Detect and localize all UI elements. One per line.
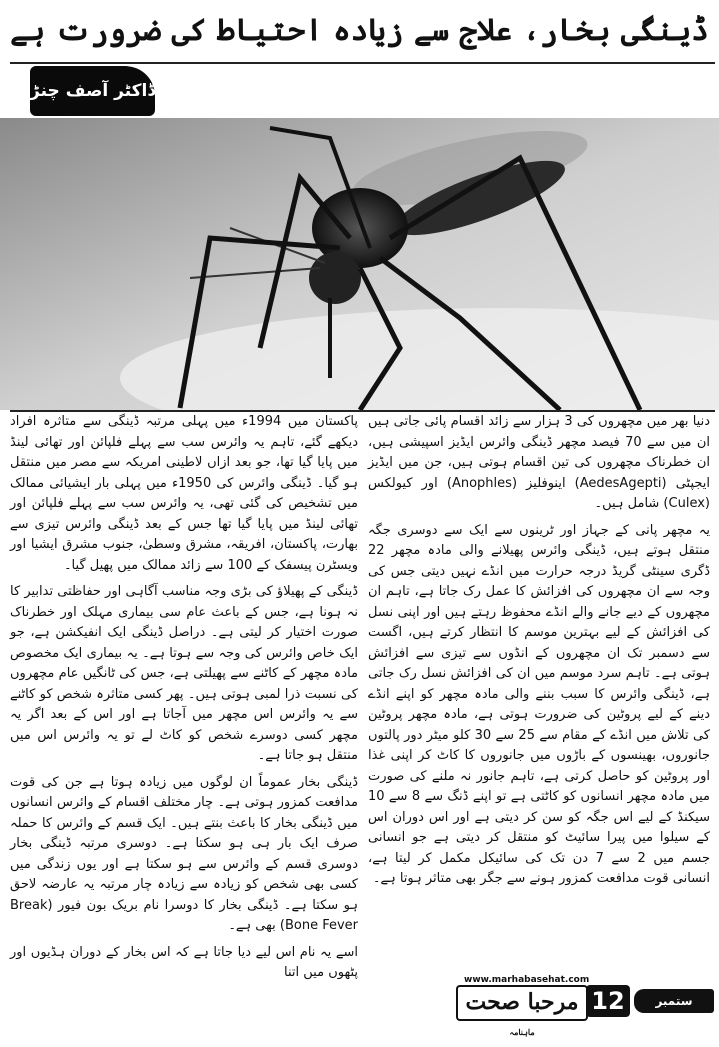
paragraph: اسے یہ نام اس لیے دیا جاتا ہے کہ اس بخار کے دوران ہڈیوں اور پٹھوں میں اتنا xyxy=(10,944,358,980)
mosquito-photo xyxy=(0,118,719,410)
paragraph: ڈینگی کے پھیلاؤ کی بڑی وجہ مناسب آگاہی اور حفاظتی تدابیر کا نہ ہونا ہے، جس کے باعث عام سی بیماری مہلک اور خطرناک صورت اختیار کر لیتی ہے۔ دراصل ڈینگی ایک انفیکشن ہے، جو ایک خاص وائرس کی وجہ سے ہوتا ہے۔ یہ بیماری ایک مخصوص مادہ مچھر کے کاٹنے سے پھیلتی ہے، جس کی ٹانگیں عام مچھروں کی نسبت ذرا لمبی ہوتی ہیں۔ پھر کسی متاثرہ شخص کو کاٹنے سے یہ وائرس اس مچھر میں آجاتا ہے اور اس کے بعد اگر یہ مچھر کسی دوسرے شخص کو کاٹ لے تو یہ وائرس اس میں منتقل ہو جاتا ہے۔ xyxy=(10,584,358,763)
website-url: www.marhabasehat.com xyxy=(464,975,590,985)
author-bar xyxy=(0,62,719,120)
paragraph: ڈینگی بخار عموماً ان لوگوں میں زیادہ ہوتا ہے جن کی قوت مدافعت کمزور ہوتی ہے۔ چار مختلف اقسام کے وائرس انسانوں میں ڈینگی بخار کا باعث بنتے ہیں۔ ایک قسم کے وائرس کا حملہ صرف ایک بار ہی ہو سکتا ہے۔ دوسری مرتبہ ڈینگی بخار دوسری قسم کے وائرس سے ہو سکتا ہے اور یوں زندگی میں کسی بھی شخص کو زیادہ سے زیادہ چار مرتبہ یہ عارضہ لاحق ہو سکتا ہے۔ ڈینگی بخار کا دوسرا نام بریک بون فیور (Break Bone Fever) بھی ہے۔ xyxy=(10,774,358,933)
mosquito-icon xyxy=(0,118,719,410)
page-number: 12 xyxy=(586,985,630,1017)
magazine-tag: ماہنامہ xyxy=(509,1027,535,1037)
paragraph: پاکستان میں 1994ء میں پہلی مرتبہ ڈینگی سے متاثرہ افراد دیکھے گئے، تاہم یہ وائرس سب سے پہلے فلپائن اور تھائی لینڈ میں پایا گیا تھا، جو بعد ازاں لاطینی امریکہ سے مصر میں منتقل ہو گیا۔ ڈینگی وائرس کی 1950ء میں پہلی بار ایشیائی ممالک میں تشخیص کی گئی تھی، یہ وائرس سب سے پہلے فلپائن اور تھائی لینڈ میں پایا گیا تھا جس کے بعد ڈینگی وائرس تیزی سے بھارت، پاکستان، افریقہ، مشرق وسطیٰ، جنوب مشرق ایشیا اور ویسٹرن پیسفک کے 100 سے زائد ممالک میں پھیل گیا۔ xyxy=(10,414,359,573)
article-headline: ڈینگی بخار، علاج سے زیادہ احتیاط کی ضرورت ہے xyxy=(10,13,709,48)
paragraph: یہ مچھر پانی کے جہاز اور ٹرینوں سے ایک سے دوسری جگہ منتقل ہوتے ہیں، ڈینگی وائرس پھیلانے والی مادہ مچھر 22 ڈگری سینٹی گریڈ درجہ حرارت میں انڈے نہیں دیتی جس کی وجہ سے ان مچھروں کی افزائش کا عمل رک جاتا ہے، تاہم ان مچھروں کے دیے جانے والے انڈے محفوظ رہتے ہیں اور اپنی نسل کی افزائش کے لیے بہترین موسم کا انتظار کرتے ہیں، اگست سے دسمبر تک ان مچھروں کے انڈوں سے تیزی سے افزائش ہوتی ہے۔ تاہم سرد موسم میں ان کی افزائش نسل رک جاتی ہے، ڈینگی وائرس کا سبب بننے والی مادہ مچھر کو اپنے انڈے دینے کے لیے پروٹین کی ضرورت ہوتی ہے، مادہ مچھر پروٹین کی تلاش میں انڈے کے مقام سے 25 سے 30 کلو میٹر دور پالتوں جانوروں، بھینسوں کے باڑوں میں جانوروں کا کاٹ کر اپنی غذا اور پروٹین کو حاصل کرتی ہے، تاہم جانور نہ ملنے کی صورت میں مادہ مچھر انسانوں کو کاٹتی ہے تو اپنے ڈنگ سے 8 سے 10 سیکنڈ کے لیے اس جگہ کو سن کر دیتی ہے اور اس دوران اس کے سیلوا میں پیرا سائیٹ کو منتقل کر دیتی ہے جو انسانی جسم میں 2 سے 7 دن تک کی سائیکل مکمل کر لیتا ہے، انسانی قوت مدافعت کمزور ہونے سے جگر بھی متاثر ہوتا ہے۔ xyxy=(368,522,710,886)
issue-date: ستمبر 2018ء xyxy=(634,989,714,1013)
author-name: ڈاکٹر آصف چنڑ xyxy=(30,66,155,116)
paragraph: دنیا بھر میں مچھروں کی 3 ہزار سے زائد اقسام پائی جاتی ہیں ان میں سے 70 فیصد مچھر ڈینگی وائرس ایڈیز اسپیشی ہیں، ان خطرناک مچھروں کی تین اقسام ہوتی ہیں، جن میں ایڈیز ایجپٹی (AedesAgepti) اینوفلیز (Anophles) اور کیولکس (Culex) شامل ہیں۔ xyxy=(368,414,711,511)
page-footer xyxy=(0,975,719,1037)
magazine-name: مرحبا صحت xyxy=(465,989,579,1015)
article-column-right xyxy=(368,412,710,896)
magazine-logo xyxy=(456,985,588,1037)
article-column-left xyxy=(10,412,358,990)
